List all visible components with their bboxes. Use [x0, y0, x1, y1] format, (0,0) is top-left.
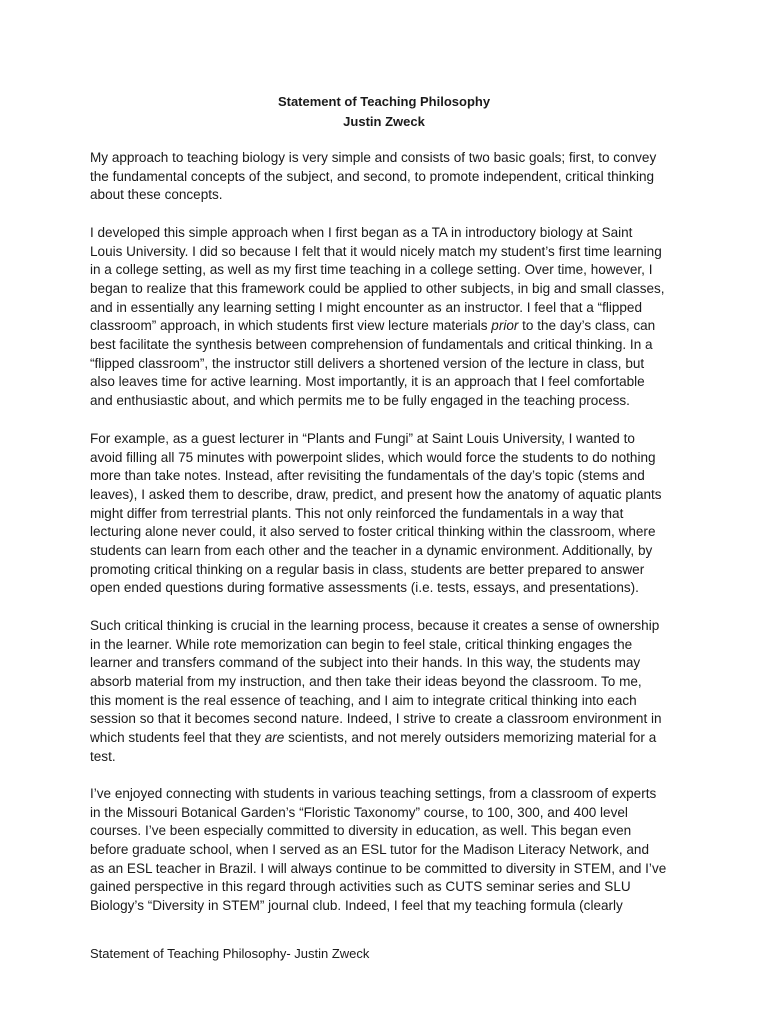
text-line: before graduate school, when I served as an ESL tutor for the Madison Literacy Network, and — [90, 841, 649, 857]
text-line: learner and transfers command of the subject into their hands. In this way, the students may — [90, 655, 641, 671]
text-line: gained perspective in this regard through activities such as CUTS seminar series and SLU — [90, 879, 631, 895]
text-line: in the Missouri Botanical Garden’s “Floristic Taxonomy” course, to 100, 300, and 400 level — [90, 804, 628, 820]
text-line: courses. I’ve been especially committed to diversity in education, as well. This began even — [90, 823, 632, 839]
text-line: Such critical thinking is crucial in the learning process, because it creates a sense of ownership — [90, 618, 660, 633]
text-line: I’ve enjoyed connecting with students in various teaching settings, from a classroom of experts — [90, 786, 657, 801]
text-line: Biology’s “Diversity in STEM” journal club. Indeed, I feel that my teaching formula (clearly — [90, 897, 623, 913]
text-line: lecturing alone never could, it also served to foster critical thinking within the classroom, where — [90, 524, 656, 540]
text-line: this moment is the real essence of teaching, and I aim to integrate critical thinking into each — [90, 692, 637, 708]
text-line: session so that it becomes second nature. Indeed, I strive to create a classroom environment in — [90, 711, 662, 727]
emphasized-word: prior — [491, 318, 519, 334]
emphasized-word: are — [264, 729, 285, 745]
paragraph-3 — [90, 430, 690, 598]
text-line: and enthusiastic about, and which permits me to be fully engaged in the teaching process. — [90, 392, 630, 408]
paragraph-4 — [90, 617, 690, 766]
text-segment: to the day’s class, can — [522, 318, 656, 334]
text-line: avoid filling all 75 minutes with powerpoint slides, which would force the students to do nothing — [90, 449, 656, 465]
text-line: the fundamental concepts of the subject, and second, to promote independent, critical thinking — [90, 168, 655, 184]
text-segment: scientists, and not merely outsiders memorizing material for a — [288, 729, 657, 745]
text-segment: classroom” approach, in which students first view lecture materials — [90, 318, 488, 334]
page-footer: Statement of Teaching Philosophy- Justin Zweck — [90, 946, 370, 961]
text-line: best facilitate the synthesis between comprehension of fundamentals and critical thinking. In a — [90, 336, 653, 352]
document-author: Justin Zweck — [343, 113, 425, 129]
document-title: Statement of Teaching Philosophy — [277, 94, 491, 109]
text-line: promoting critical thinking on a regular basis in class, students are better prepared to answer — [90, 561, 645, 577]
text-line: and in essentially any learning setting I might encounter as an instructor. I feel that a “flipped — [90, 299, 642, 315]
text-line: more than take notes. Instead, after revisiting the fundamentals of the day’s topic (stems and — [90, 468, 645, 484]
paragraph-1 — [90, 149, 690, 205]
text-line: about these concepts. — [90, 187, 223, 203]
text-line: began to realize that this framework could be applied to other subjects, in big and small classes, — [90, 280, 665, 296]
text-line: “flipped classroom”, the instructor still delivers a shortened version of the lecture in class, but — [90, 355, 645, 371]
paragraph-5 — [90, 785, 690, 916]
text-line: Louis University. I did so because I felt that it would nicely match my student’s first time learning — [90, 243, 662, 259]
text-segment: which students feel that they — [90, 729, 261, 745]
text-line: leaves), I asked them to describe, draw, predict, and present how the anatomy of aquatic plants — [90, 486, 662, 502]
text-line: students can learn from each other and the teacher in a dynamic environment. Additionally, by — [90, 542, 653, 558]
paragraph-2 — [90, 224, 690, 411]
text-line: might differ from terrestrial plants. This not only reinforced the fundamentals in a way that — [90, 505, 624, 521]
text-line-with-emphasis — [90, 317, 690, 336]
text-line: as an ESL teacher in Brazil. I will always continue to be committed to diversity in STEM, and I’ve — [90, 860, 667, 876]
text-line: open ended questions during formative assessments (i.e. tests, essays, and presentations). — [90, 580, 639, 596]
text-line: also leaves time for active learning. Most importantly, it is an approach that I feel comfortable — [90, 374, 645, 390]
text-line: in a college setting, as well as my first time teaching in a college setting. Over time, however, I — [90, 262, 653, 278]
text-line: absorb material from my instruction, and then take their ideas beyond the classroom. To me, — [90, 673, 642, 689]
text-line: For example, as a guest lecturer in “Plants and Fungi” at Saint Louis University, I wanted to — [90, 431, 635, 446]
text-line: I developed this simple approach when I first began as a TA in introductory biology at Saint — [90, 225, 633, 240]
text-line: test. — [90, 748, 116, 764]
text-line: My approach to teaching biology is very simple and consists of two basic goals; first, to convey — [90, 150, 657, 165]
text-line-with-emphasis — [90, 729, 690, 748]
text-line: in the learner. While rote memorization can begin to feel stale, critical thinking engages the — [90, 636, 633, 652]
title-block — [0, 92, 768, 131]
